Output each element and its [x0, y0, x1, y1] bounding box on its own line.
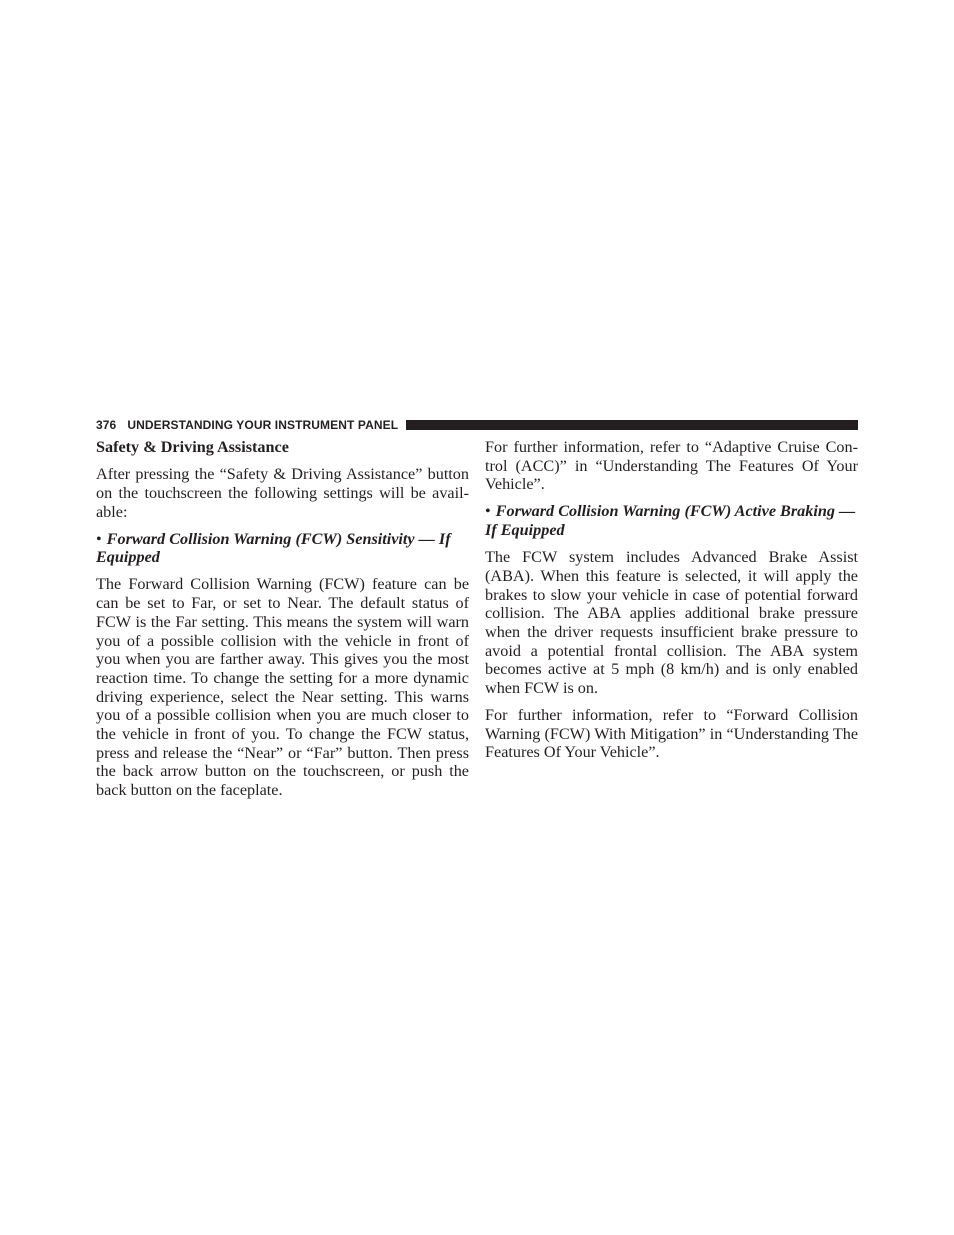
header-rule — [406, 420, 858, 430]
left-column — [96, 438, 469, 808]
fcw-sensitivity-paragraph: The Forward Collision Warning (FCW) feature can be can be set to Far, or set to Near. The default status of FCW is the Far setting. This means the system will warn you of a possible collision with the vehicle in front of you when you are farther away. This gives you the most reaction time. To change the setting for a more dynamic driving experience, select the Near setting. This warns you of a possible collision when you are much closer to the vehicle in front of you. To change the FCW status, press and release the “Near” or “Far” button. Then press the back arrow button on the touchscreen, or push the back button on the faceplate. — [96, 575, 469, 800]
page-header — [96, 417, 858, 433]
aba-paragraph: The FCW system includes Advanced Brake Assist (ABA). When this feature is selected, it will apply the brakes to slow your vehicle in case of potential forward collision. The ABA applies additional brake pressure when the driver requests insufficient brake pressure to avoid a potential frontal collision. The ABA system becomes active at 5 mph (8 km/h) and is only enabled when FCW is on. — [485, 548, 858, 698]
fcw-sensitivity-bullet — [96, 530, 469, 567]
fcw-reference-paragraph: For further information, refer to “Forward Collision Warning (FCW) With Mitigation” in “Understanding The Features Of Your Vehicle”. — [485, 705, 858, 762]
page-number: 376 — [96, 418, 117, 432]
acc-reference-paragraph: For further information, refer to “Adaptive Cruise Con-trol (ACC)” in “Understanding The Features Of Your Vehicle”. — [485, 438, 858, 494]
bullet-marker: • — [485, 502, 491, 521]
safety-driving-assistance-heading: Safety & Driving Assistance — [96, 438, 289, 456]
fcw-sensitivity-heading: Forward Collision Warning (FCW) Sensitivity — If Equipped — [96, 529, 451, 567]
right-column — [485, 438, 858, 770]
fcw-active-braking-heading: Forward Collision Warning (FCW) Active Braking — If Equipped — [485, 502, 856, 539]
intro-paragraph: After pressing the “Safety & Driving Assistance” button on the touchscreen the following settings will be avail-able: — [96, 465, 469, 521]
bullet-marker: • — [96, 529, 102, 548]
fcw-active-braking-bullet — [485, 502, 858, 539]
section-title: UNDERSTANDING YOUR INSTRUMENT PANEL — [127, 418, 399, 432]
